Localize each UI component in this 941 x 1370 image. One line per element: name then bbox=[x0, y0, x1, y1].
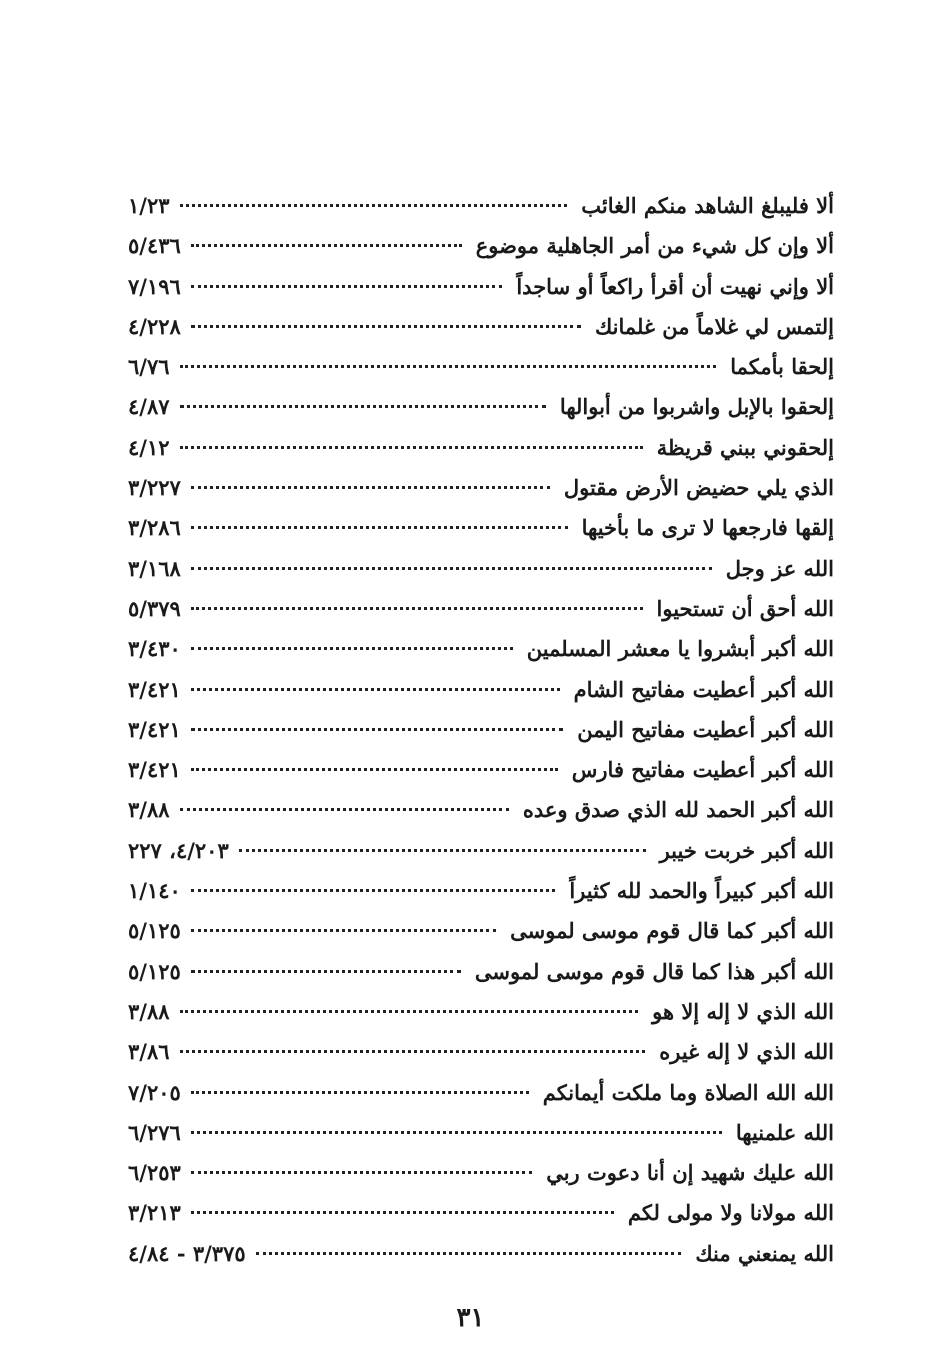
index-entry bbox=[128, 508, 834, 548]
entry-text: الله أكبر الحمد لله الذي صدق وعده bbox=[522, 797, 834, 823]
entry-text: الله أكبر خربت خيبر bbox=[659, 837, 834, 863]
dot-leader bbox=[191, 768, 558, 771]
index-entry bbox=[128, 387, 834, 427]
index-entry bbox=[128, 428, 834, 468]
entry-reference: ٦/٢٧٦ bbox=[128, 1119, 181, 1145]
entry-text: ألا فليبلغ الشاهد منكم الغائب bbox=[581, 193, 834, 218]
entry-text: الذي يلي حضيض الأرض مقتول bbox=[563, 475, 834, 501]
dot-leader bbox=[191, 1211, 614, 1214]
entry-text: الله أكبر كما قال قوم موسى لموسى bbox=[510, 918, 834, 944]
index-entry bbox=[128, 831, 834, 871]
dot-leader bbox=[191, 526, 568, 529]
index-entry bbox=[128, 911, 834, 951]
entry-reference: ٣/٤٣٠ bbox=[128, 636, 181, 662]
dot-leader bbox=[191, 607, 643, 610]
entry-reference: ٥/٤٣٦ bbox=[128, 233, 181, 259]
index-entry bbox=[128, 1234, 834, 1274]
entry-reference: ٧/٢٠٥ bbox=[128, 1079, 181, 1105]
entry-text: الله الذي لا إله غيره bbox=[659, 1039, 834, 1065]
entry-text: ألا وإن كل شيء من أمر الجاهلية موضوع bbox=[475, 233, 834, 259]
entry-reference: ٤/٢٠٣، ٢٢٧ bbox=[128, 837, 229, 863]
entry-text: إلحقا بأمكما bbox=[730, 354, 834, 380]
dot-leader bbox=[180, 1010, 639, 1013]
dot-leader bbox=[239, 849, 646, 852]
entry-reference: ٣/٣٧٥ - ٤/٨٤ bbox=[128, 1240, 246, 1266]
entry-reference: ٤/٢٢٨ bbox=[128, 313, 181, 339]
dot-leader bbox=[191, 728, 564, 731]
dot-leader bbox=[191, 567, 712, 570]
dot-leader bbox=[191, 285, 503, 288]
index-entry bbox=[128, 1032, 834, 1072]
entry-reference: ٣/٢١٣ bbox=[128, 1200, 181, 1226]
index-entry bbox=[128, 871, 834, 911]
dot-leader bbox=[191, 1171, 532, 1174]
entry-text: الله أكبر أعطيت مفاتيح فارس bbox=[571, 757, 834, 783]
entry-reference: ٣/٤٢١ bbox=[128, 676, 181, 702]
entry-reference: ٧/١٩٦ bbox=[128, 273, 181, 299]
dot-leader bbox=[191, 244, 462, 247]
index-entry bbox=[128, 468, 834, 508]
entry-text: الله الله الصلاة وما ملكت أيمانكم bbox=[542, 1079, 834, 1105]
dot-leader bbox=[191, 647, 513, 650]
entry-text: الله عز وجل bbox=[725, 555, 834, 581]
index-entry bbox=[128, 1153, 834, 1193]
index-entry bbox=[128, 710, 834, 750]
dot-leader bbox=[191, 325, 581, 328]
entry-text: إلتمس لي غلاماً من غلمانك bbox=[594, 313, 834, 339]
entry-reference: ١/٢٣ bbox=[128, 193, 170, 218]
index-entry bbox=[128, 347, 834, 387]
entry-reference: ٥/٣٧٩ bbox=[128, 595, 181, 621]
dot-leader bbox=[256, 1252, 682, 1255]
page-number: ٣١ bbox=[456, 1303, 485, 1333]
index-entry bbox=[128, 226, 834, 266]
index-entry bbox=[128, 307, 834, 347]
dot-leader bbox=[180, 446, 643, 449]
dot-leader bbox=[191, 970, 461, 973]
dot-leader bbox=[180, 405, 546, 408]
index-entry bbox=[128, 992, 834, 1032]
dot-leader bbox=[191, 1091, 529, 1094]
index-entry bbox=[128, 1193, 834, 1233]
entry-reference: ٦/٢٥٣ bbox=[128, 1160, 181, 1186]
entry-text: الله أكبر كبيراً والحمد لله كثيراً bbox=[569, 878, 834, 904]
entry-reference: ٣/٢٨٦ bbox=[128, 515, 181, 541]
dot-leader bbox=[180, 1050, 646, 1053]
entry-text: الله أكبر أعطيت مفاتيح اليمن bbox=[577, 716, 834, 742]
dot-leader bbox=[180, 365, 717, 368]
index-entry bbox=[128, 629, 834, 669]
entry-text: ألا وإني نهيت أن أقرأ راكعاً أو ساجداً bbox=[516, 273, 834, 299]
index-entry bbox=[128, 750, 834, 790]
entry-reference: ٣/٨٨ bbox=[128, 797, 170, 823]
entry-text: إلحقوا بالإبل واشربوا من أبوالها bbox=[559, 394, 834, 420]
dot-leader bbox=[180, 204, 568, 207]
entry-reference: ٣/٨٨ bbox=[128, 998, 170, 1024]
index-entry bbox=[128, 1073, 834, 1113]
entry-text: الله أكبر هذا كما قال قوم موسى لموسى bbox=[474, 958, 834, 984]
entry-reference: ٣/٤٢١ bbox=[128, 757, 181, 783]
entry-reference: ٥/١٢٥ bbox=[128, 918, 181, 944]
entry-text: الله مولانا ولا مولى لكم bbox=[627, 1200, 834, 1226]
entry-reference: ٣/٤٢١ bbox=[128, 716, 181, 742]
entry-text: الله عليك شهيد إن أنا دعوت ربي bbox=[546, 1160, 834, 1186]
entry-text: الله الذي لا إله إلا هو bbox=[652, 998, 834, 1024]
index-entry bbox=[128, 670, 834, 710]
entry-text: الله أكبر أبشروا يا معشر المسلمين bbox=[526, 636, 834, 662]
index-entry bbox=[128, 549, 834, 589]
index-entry bbox=[128, 952, 834, 992]
entry-text: إلحقوني ببني قريظة bbox=[656, 434, 834, 460]
entry-reference: ٤/٨٧ bbox=[128, 394, 170, 420]
entry-reference: ٣/٢٢٧ bbox=[128, 475, 181, 501]
dot-leader bbox=[191, 929, 496, 932]
entry-text: الله يمنعني منك bbox=[695, 1240, 834, 1266]
entry-reference: ٥/١٢٥ bbox=[128, 958, 181, 984]
entry-text: الله علمنيها bbox=[735, 1119, 834, 1145]
index-entry bbox=[128, 1113, 834, 1153]
entry-reference: ٣/١٦٨ bbox=[128, 555, 181, 581]
index-entry bbox=[128, 589, 834, 629]
dot-leader bbox=[180, 808, 509, 811]
entry-reference: ٣/٨٦ bbox=[128, 1039, 170, 1065]
dot-leader bbox=[191, 1131, 722, 1134]
index-entry bbox=[128, 790, 834, 830]
entry-reference: ٤/١٢ bbox=[128, 434, 170, 460]
index-entry bbox=[128, 186, 834, 226]
entry-reference: ٦/٧٦ bbox=[128, 354, 170, 380]
entry-text: إلقها فارجعها لا ترى ما بأخيها bbox=[581, 515, 834, 541]
entry-text: الله أحق أن تستحيوا bbox=[656, 595, 834, 621]
dot-leader bbox=[191, 486, 550, 489]
entry-text: الله أكبر أعطيت مفاتيح الشام bbox=[573, 676, 834, 702]
hadith-index-list bbox=[128, 186, 834, 1274]
entry-reference: ١/١٤٠ bbox=[128, 878, 181, 904]
dot-leader bbox=[191, 688, 560, 691]
dot-leader bbox=[191, 889, 556, 892]
index-entry bbox=[128, 267, 834, 307]
